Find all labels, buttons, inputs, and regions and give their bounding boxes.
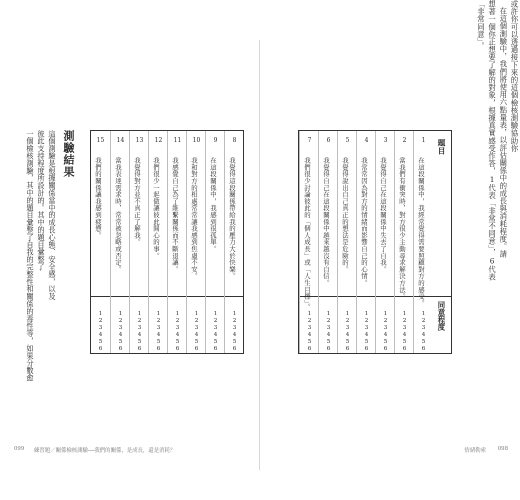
rating-option: 2 — [156, 318, 161, 324]
question-text: 我覺得對方並不真正了解我。 — [133, 157, 141, 246]
rating-option: 4 — [345, 332, 350, 338]
rating-option: 5 — [307, 339, 312, 345]
rating-option: 4 — [383, 332, 388, 338]
rating-option: 3 — [307, 325, 312, 331]
rating-option: 4 — [194, 332, 199, 338]
rating-option: 1 — [194, 311, 199, 317]
rating-option: 6 — [364, 346, 369, 352]
rating-option: 5 — [383, 339, 388, 345]
rating-scale — [130, 311, 149, 353]
table-header-column — [432, 131, 451, 353]
rating-option: 2 — [118, 318, 123, 324]
rating-option: 2 — [213, 318, 218, 324]
rating-option: 2 — [98, 318, 103, 324]
rating-option: 3 — [402, 325, 407, 331]
rating-scale — [319, 311, 338, 353]
rating-option: 2 — [194, 318, 199, 324]
rating-option: 6 — [213, 346, 218, 352]
rating-option: 4 — [307, 332, 312, 338]
rating-option: 6 — [156, 346, 161, 352]
question-number: 6 — [326, 137, 331, 144]
rating-option: 4 — [364, 332, 369, 338]
rating-option: 3 — [118, 325, 123, 331]
rating-scale — [91, 311, 110, 353]
rating-option: 1 — [421, 311, 426, 317]
rating-option: 1 — [326, 311, 331, 317]
question-text: 當我表達需求時，常常被忽略或否定。 — [114, 157, 122, 273]
question-column — [394, 131, 414, 353]
rating-option: 3 — [156, 325, 161, 331]
rating-scale — [395, 311, 414, 353]
question-table-left — [90, 130, 244, 354]
rating-option: 4 — [118, 332, 123, 338]
rating-scale — [300, 311, 319, 353]
question-column — [186, 131, 206, 353]
question-text: 我感覺自己為了維繫關係而不斷退讓。 — [171, 157, 179, 273]
rating-option: 5 — [232, 339, 237, 345]
question-column — [413, 131, 433, 353]
rating-scale — [357, 311, 376, 353]
rating-option: 3 — [364, 325, 369, 331]
question-column — [148, 131, 168, 353]
question-column — [110, 131, 130, 353]
intro-line: 想著一個你正想要了解的對象，根據真實感受作答，1代表「非常不同意」，6代表 — [487, 0, 497, 281]
question-column — [224, 131, 244, 353]
rating-option: 1 — [307, 311, 312, 317]
footer-running-title-right: 情緒勒索 — [464, 448, 486, 454]
question-column — [129, 131, 149, 353]
footer-page-number-right: 098 — [497, 446, 508, 452]
rating-scale — [206, 311, 225, 353]
question-text: 在這段關係中，我感到很孤單。 — [209, 157, 217, 253]
question-number: 9 — [213, 137, 218, 144]
rating-scale — [187, 311, 206, 353]
table-header-title: 題目 — [437, 139, 446, 155]
rating-option: 4 — [98, 332, 103, 338]
rating-option: 4 — [232, 332, 237, 338]
rating-option: 6 — [345, 346, 350, 352]
question-number: 1 — [421, 137, 426, 144]
question-number: 4 — [364, 137, 369, 144]
rating-option: 5 — [213, 339, 218, 345]
rating-option: 1 — [98, 311, 103, 317]
rating-option: 2 — [232, 318, 237, 324]
rating-option: 1 — [118, 311, 123, 317]
left-page — [0, 0, 258, 500]
rating-option: 3 — [383, 325, 388, 331]
footer-page-number-left: 099 — [14, 446, 25, 452]
rating-option: 4 — [175, 332, 180, 338]
rating-option: 3 — [213, 325, 218, 331]
rating-option: 3 — [194, 325, 199, 331]
question-number: 7 — [307, 137, 312, 144]
rating-option: 1 — [175, 311, 180, 317]
intro-line: 在這個測驗中，我們將使用六點量表，以評估關係中的成長與消耗程度。請 — [498, 7, 508, 258]
question-number: 13 — [135, 137, 144, 144]
question-column — [375, 131, 395, 353]
rating-scale — [376, 311, 395, 353]
question-text: 當我們有衝突時，對方很少主動尋求解決方法。 — [398, 157, 406, 300]
rating-scale — [111, 311, 130, 353]
section-title: 測驗結果 — [62, 130, 75, 178]
rating-scale — [225, 311, 244, 353]
rating-option: 4 — [326, 332, 331, 338]
rating-option: 6 — [232, 346, 237, 352]
rating-option: 2 — [137, 318, 142, 324]
question-number: 5 — [345, 137, 350, 144]
question-column — [337, 131, 357, 353]
rating-option: 2 — [326, 318, 331, 324]
rating-option: 5 — [175, 339, 180, 345]
rating-option: 3 — [232, 325, 237, 331]
question-column — [356, 131, 376, 353]
rating-option: 6 — [383, 346, 388, 352]
rating-scale — [168, 311, 187, 353]
question-text: 我們很少一起做讓彼此開心的事。 — [152, 157, 160, 259]
section-body — [25, 130, 58, 382]
rating-option: 5 — [364, 339, 369, 345]
question-number: 15 — [96, 137, 105, 144]
rating-option: 5 — [345, 339, 350, 345]
rating-option: 1 — [137, 311, 142, 317]
rating-option: 6 — [421, 346, 426, 352]
rating-option: 6 — [175, 346, 180, 352]
question-number: 12 — [154, 137, 163, 144]
rating-option: 3 — [98, 325, 103, 331]
rating-option: 1 — [402, 311, 407, 317]
question-number: 2 — [402, 137, 407, 144]
question-text: 我和對方的相處常常讓我感到焦慮不安。 — [190, 157, 198, 280]
rating-option: 2 — [345, 318, 350, 324]
question-column — [205, 131, 225, 353]
rating-option: 6 — [326, 346, 331, 352]
rating-option: 3 — [326, 325, 331, 331]
rating-option: 3 — [421, 325, 426, 331]
question-number: 11 — [173, 137, 182, 144]
rating-option: 1 — [383, 311, 388, 317]
rating-option: 1 — [345, 311, 350, 317]
intro-line: 或許你可以透過接下來的這個檢核測驗協助你 — [510, 0, 519, 152]
rating-option: 2 — [307, 318, 312, 324]
section-line: 這個測驗是根據關係當中的成長心態、安全感，以及 — [48, 130, 57, 301]
intro-line: 「非常同意」。 — [476, 0, 486, 50]
question-text: 我覺得說出自己真正的想法是危險的。 — [341, 157, 349, 273]
rating-option: 6 — [194, 346, 199, 352]
table-header-degree: 同意程度 — [437, 301, 446, 331]
rating-option: 4 — [213, 332, 218, 338]
rating-option: 2 — [402, 318, 407, 324]
rating-option: 2 — [383, 318, 388, 324]
rating-option: 4 — [402, 332, 407, 338]
rating-option: 2 — [175, 318, 180, 324]
rating-option: 3 — [345, 325, 350, 331]
rating-option: 6 — [118, 346, 123, 352]
question-text: 我覺得自己在這段關係中越來越沒有自信。 — [322, 157, 330, 287]
section-line: 一個檢核測驗，其中的題目彙整了自我的完整性和關係的毒性等，如果分數愈 — [26, 130, 35, 382]
rating-option: 4 — [156, 332, 161, 338]
rating-scale — [149, 311, 168, 353]
rating-option: 6 — [307, 346, 312, 352]
question-text: 我常常因為對方的情緒而影響自己的心情。 — [360, 157, 368, 287]
rating-option: 4 — [421, 332, 426, 338]
question-text: 在這段關係中，我經常覺得需要照顧對方的感受。 — [417, 157, 425, 307]
right-page — [262, 0, 520, 500]
rating-option: 5 — [98, 339, 103, 345]
rating-option: 5 — [326, 339, 331, 345]
rating-option: 6 — [402, 346, 407, 352]
rating-option: 1 — [156, 311, 161, 317]
question-column — [167, 131, 187, 353]
question-number: 8 — [232, 137, 237, 144]
section-line: 彼此支持程度所設計的。其中的題目彙整了 — [37, 130, 46, 271]
rating-option: 1 — [364, 311, 369, 317]
rating-option: 6 — [137, 346, 142, 352]
rating-option: 5 — [402, 339, 407, 345]
question-column — [91, 131, 110, 353]
book-spine — [259, 40, 260, 470]
question-column — [318, 131, 338, 353]
rating-option: 6 — [98, 346, 103, 352]
footer-running-title-left: 練習題／關係檢核測驗──我們的關係，是成長，還是消耗？ — [34, 448, 176, 454]
question-text: 我覺得自己在這段關係中失去了自我。 — [379, 157, 387, 273]
rating-option: 5 — [156, 339, 161, 345]
rating-option: 5 — [194, 339, 199, 345]
question-number: 10 — [192, 137, 201, 144]
rating-option: 5 — [118, 339, 123, 345]
rating-scale — [414, 311, 433, 353]
question-number: 3 — [383, 137, 388, 144]
rating-option: 2 — [421, 318, 426, 324]
rating-option: 5 — [137, 339, 142, 345]
rating-option: 3 — [175, 325, 180, 331]
rating-option: 3 — [137, 325, 142, 331]
question-column — [299, 131, 319, 353]
question-text: 我們很少討論彼此的「個人成長」或「人生目標」。 — [303, 157, 311, 311]
rating-option: 5 — [421, 339, 426, 345]
rating-option: 1 — [232, 311, 237, 317]
question-number: 14 — [116, 137, 125, 144]
rating-option: 1 — [213, 311, 218, 317]
rating-option: 2 — [364, 318, 369, 324]
question-table-right — [298, 130, 452, 354]
question-text: 我覺得這段關係帶給我的壓力大於快樂。 — [228, 157, 236, 280]
result-section — [8, 130, 80, 382]
rating-option: 4 — [137, 332, 142, 338]
question-text: 我們的關係讓我感到疲憊。 — [94, 157, 102, 239]
rating-scale — [338, 311, 357, 353]
